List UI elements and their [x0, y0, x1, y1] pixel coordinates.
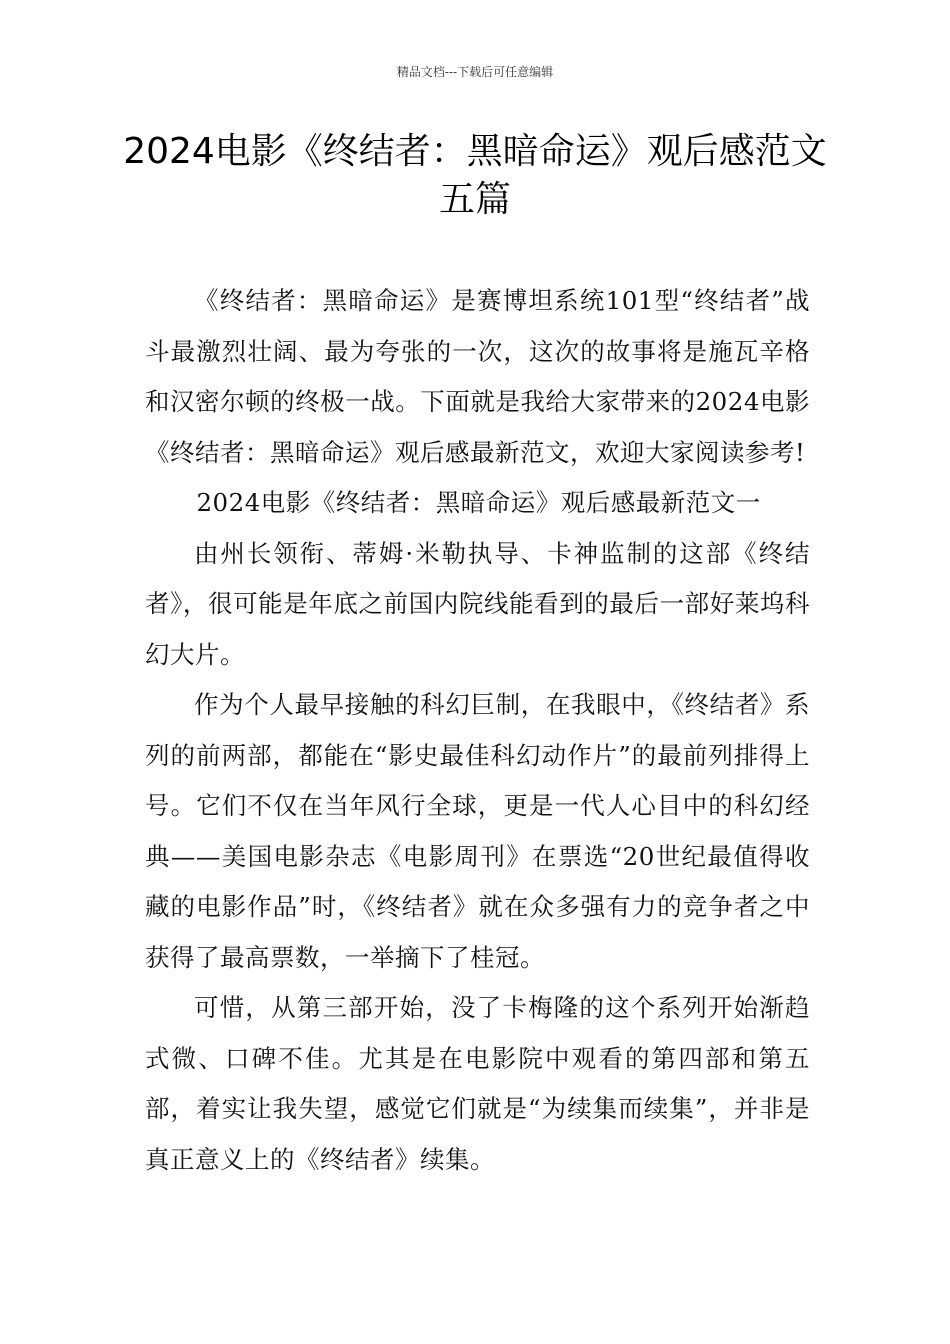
- intro-paragraph: 《终结者：黑暗命运》是赛博坦系统101型“终结者”战斗最激烈壮阔、最为夸张的一次，这次的故事将是施瓦辛格和汉密尔顿的终极一战。下面就是我给大家带来的2024电影《终结者：黑暗命运》观后感最新范文，欢迎大家阅读参考!: [145, 286, 810, 467]
- page-header-note: 精品文档---下载后可任意编辑: [396, 65, 554, 79]
- body-paragraph: 可惜，从第三部开始，没了卡梅隆的这个系列开始渐趋式微、口碑不佳。尤其是在电影院中观看的第四部和第五部，着实让我失望，感觉它们就是“为续集而续集”，并非是真正意义上的《终结者》续集。: [145, 993, 810, 1174]
- document-title: 2024电影《终结者：黑暗命运》观后感范文五篇: [123, 131, 827, 220]
- document-body: [145, 276, 810, 1185]
- body-paragraph: 作为个人最早接触的科幻巨制，在我眼中，《终结者》系列的前两部，都能在“影史最佳科幻动作片”的最前列排得上号。它们不仅在当年风行全球，更是一代人心目中的科幻经典——美国电影杂志《电影周刊》在票选“20世纪最值得收藏的电影作品”时，《终结者》就在众多强有力的竞争者之中获得了最高票数，一举摘下了桂冠。: [145, 690, 810, 972]
- section-heading: 2024电影《终结者：黑暗命运》观后感最新范文一: [196, 488, 761, 517]
- body-paragraph: 由州长领衔、蒂姆·米勒执导、卡神监制的这部《终结者》，很可能是年底之前国内院线能看到的最后一部好莱坞科幻大片。: [145, 538, 810, 669]
